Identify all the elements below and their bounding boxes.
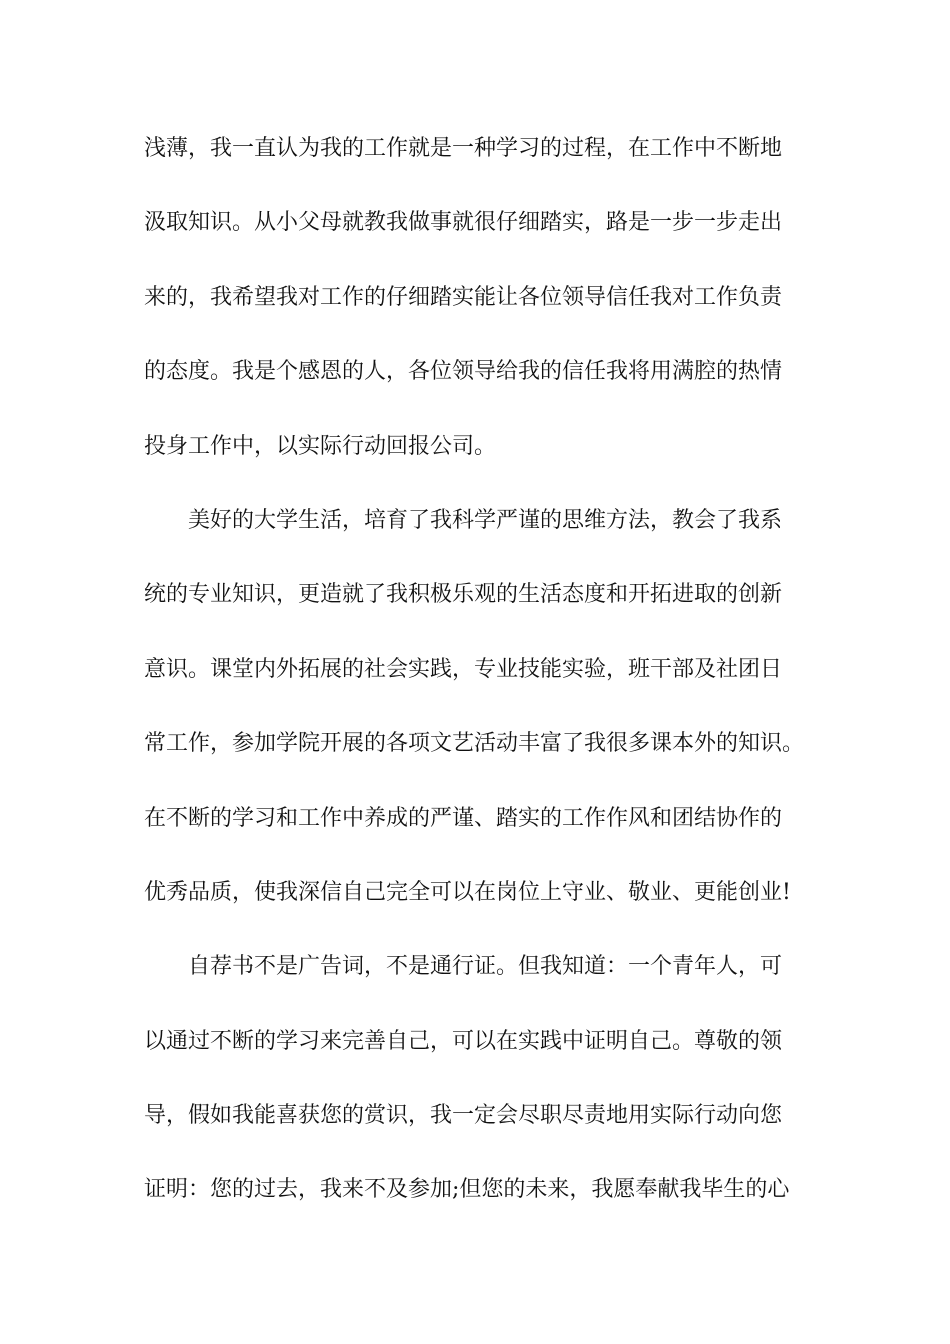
text-line: 来的，我希望我对工作的仔细踏实能让各位领导信任我对工作负责 [144, 284, 783, 310]
text-line: 在不断的学习和工作中养成的严谨、踏实的工作作风和团结协作的 [144, 805, 783, 831]
text-line: 证明：您的过去，我来不及参加;但您的未来，我愿奉献我毕生的心 [144, 1177, 790, 1203]
text-line: 意识。课堂内外拓展的社会实践，专业技能实验，班干部及社团日 [144, 656, 783, 682]
text-line: 汲取知识。从小父母就教我做事就很仔细踏实，路是一步一步走出 [144, 210, 783, 236]
text-line: 统的专业知识，更造就了我积极乐观的生活态度和开拓进取的创新 [144, 582, 783, 608]
text-line: 常工作，参加学院开展的各项文艺活动丰富了我很多课本外的知识。 [144, 731, 805, 757]
text-line: 的态度。我是个感恩的人，各位领导给我的信任我将用满腔的热情 [144, 359, 783, 385]
body-text [144, 130, 814, 1246]
text-line: 导，假如我能喜获您的赏识，我一定会尽职尽责地用实际行动向您 [144, 1103, 783, 1129]
text-line: 浅薄，我一直认为我的工作就是一种学习的过程，在工作中不断地 [144, 136, 783, 161]
paragraph-start-line: 美好的大学生活，培育了我科学严谨的思维方法，教会了我系 [188, 507, 783, 533]
text-line: 投身工作中，以实际行动回报公司。 [144, 433, 497, 459]
text-line: 优秀品质，使我深信自己完全可以在岗位上守业、敬业、更能创业! [144, 879, 791, 905]
text-line: 以通过不断的学习来完善自己，可以在实践中证明自己。尊敬的领 [144, 1028, 783, 1054]
paragraph-start-line: 自荐书不是广告词，不是通行证。但我知道：一个青年人，可 [188, 954, 783, 980]
